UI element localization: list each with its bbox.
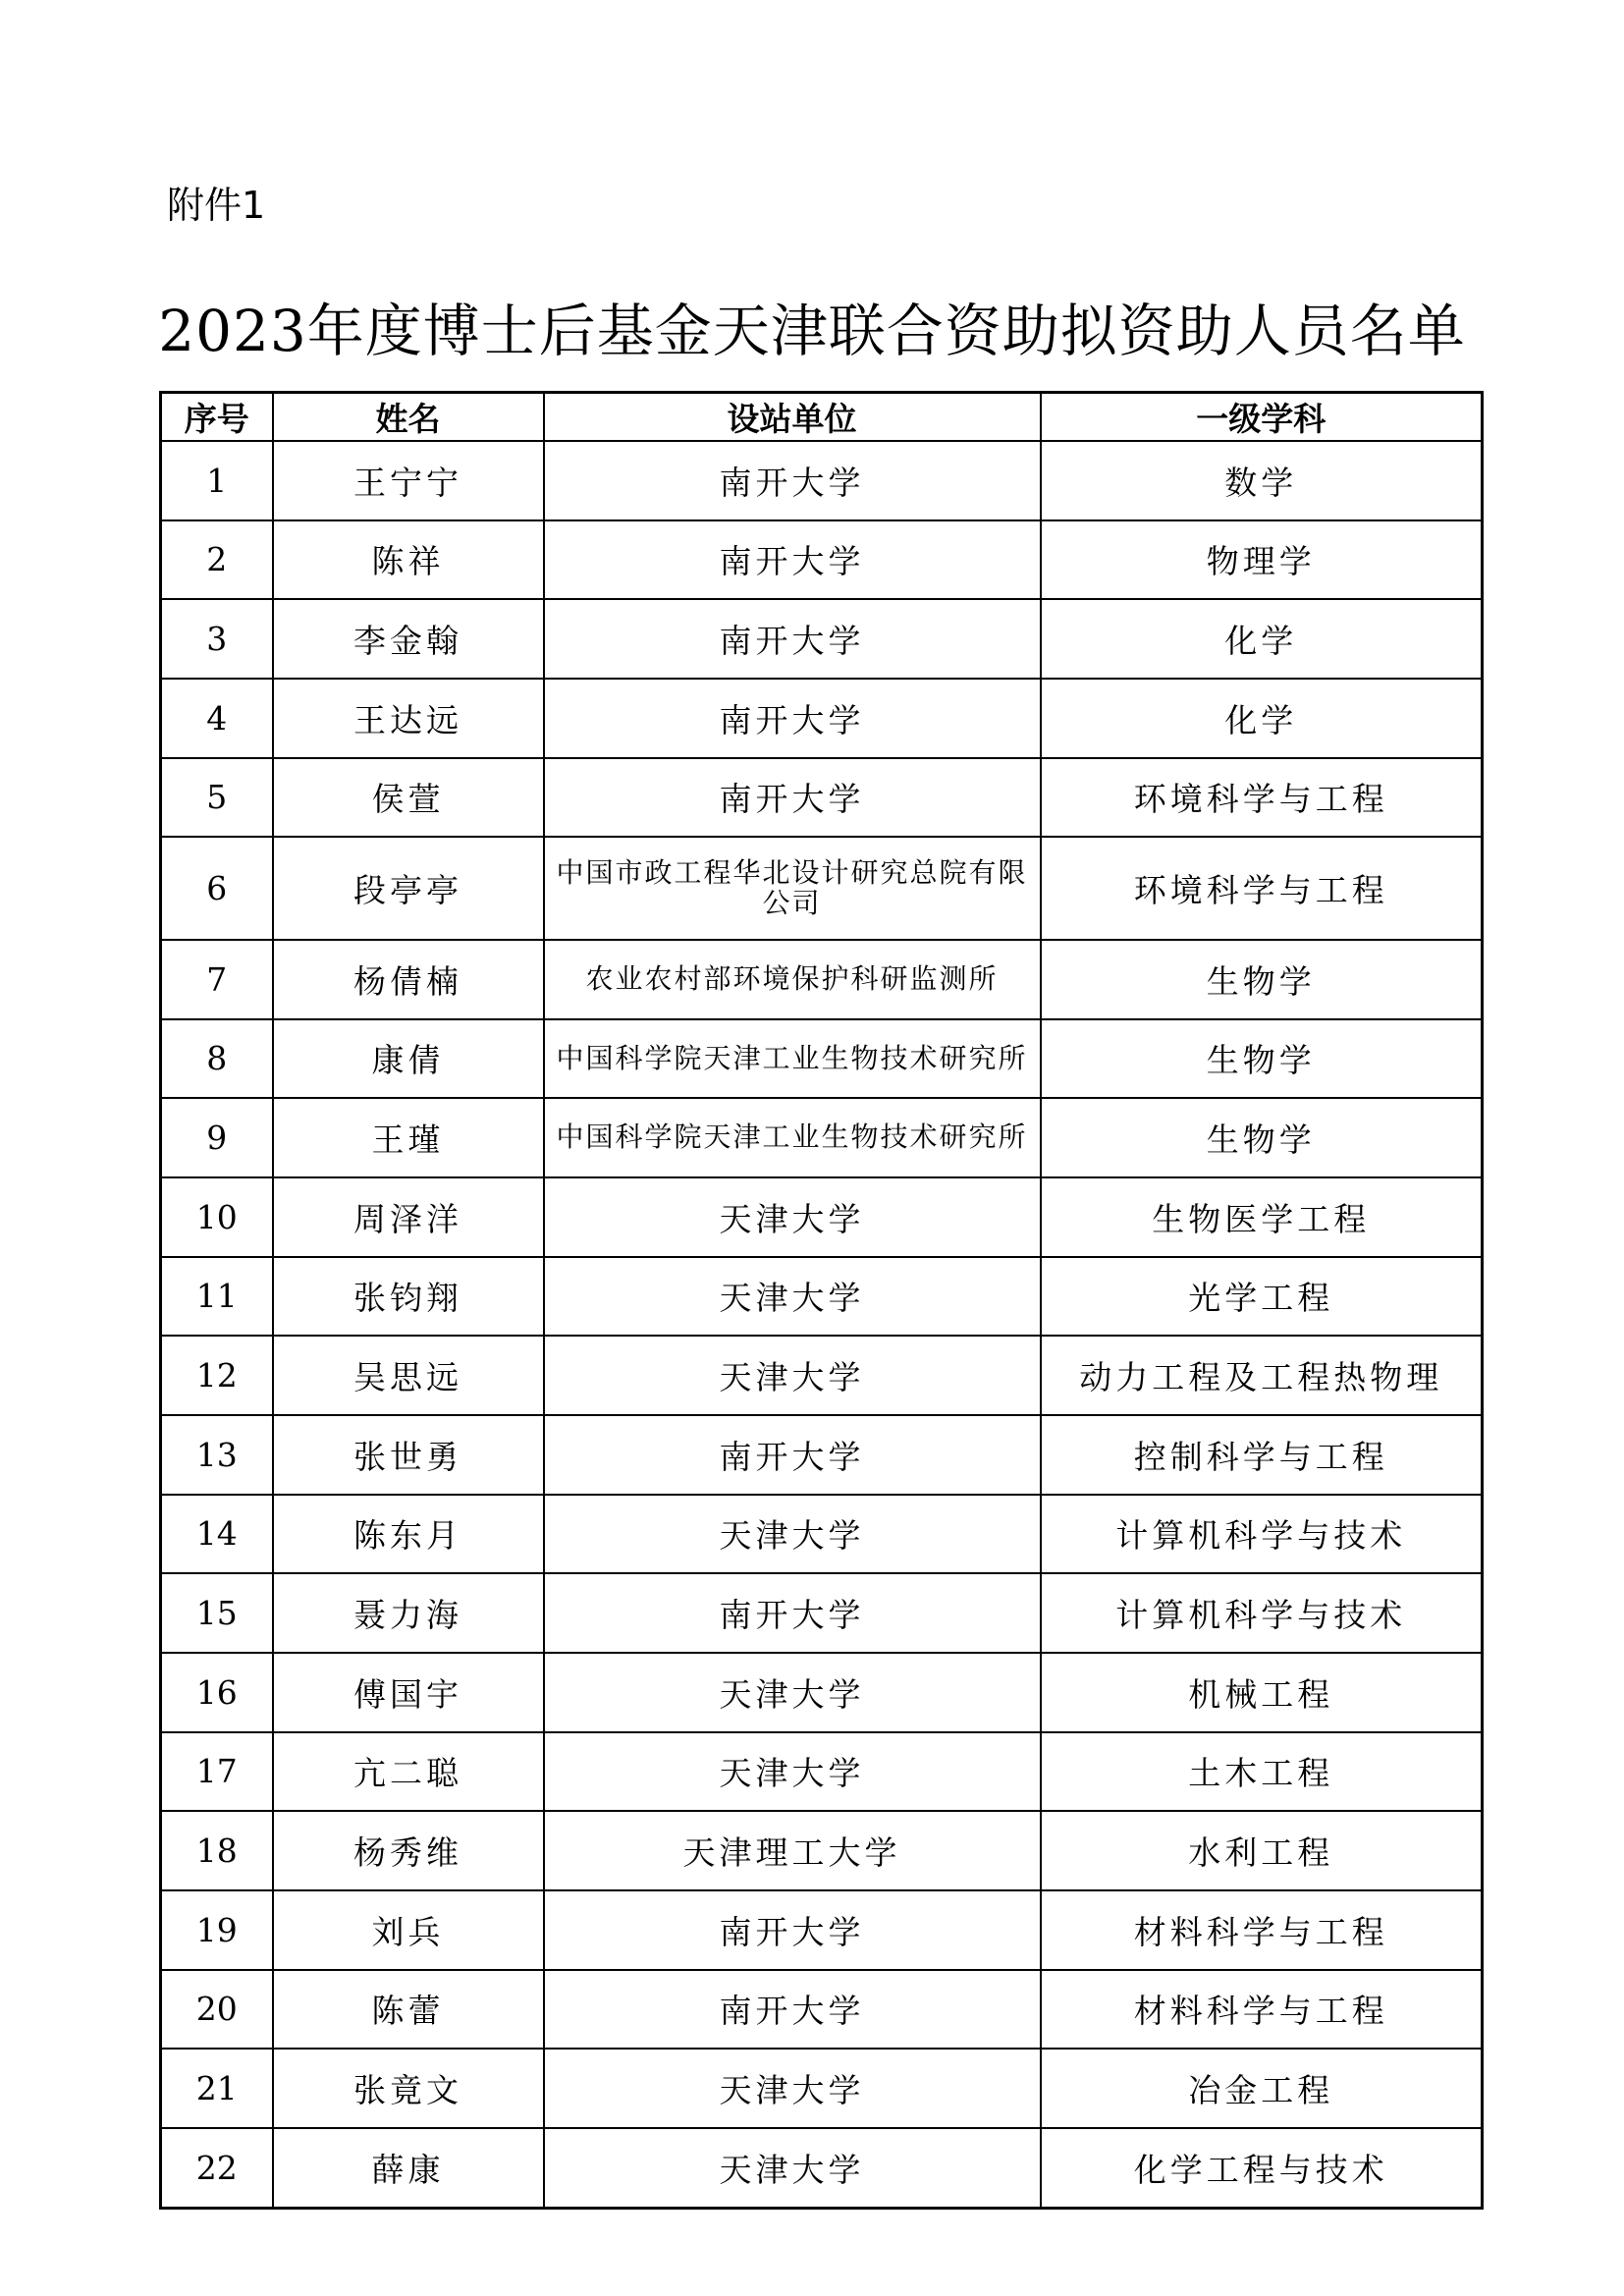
column-header-discipline: 一级学科 <box>1041 393 1483 442</box>
cell-discipline: 控制科学与工程 <box>1041 1415 1483 1495</box>
cell-seq: 1 <box>161 441 273 520</box>
cell-institution: 南开大学 <box>544 1890 1041 1970</box>
cell-discipline: 光学工程 <box>1041 1257 1483 1337</box>
cell-name: 亢二聪 <box>273 1732 544 1812</box>
cell-seq: 8 <box>161 1019 273 1099</box>
cell-seq: 21 <box>161 2049 273 2128</box>
cell-name: 段亭亭 <box>273 837 544 940</box>
cell-name: 吴思远 <box>273 1336 544 1415</box>
column-header-name: 姓名 <box>273 393 544 442</box>
table-row <box>161 837 1483 940</box>
table-row <box>161 1098 1483 1177</box>
cell-seq: 5 <box>161 758 273 838</box>
cell-institution: 南开大学 <box>544 441 1041 520</box>
cell-name: 康倩 <box>273 1019 544 1099</box>
cell-seq: 16 <box>161 1653 273 1732</box>
cell-discipline: 生物学 <box>1041 1019 1483 1099</box>
cell-institution: 天津大学 <box>544 2128 1041 2209</box>
table-body <box>161 441 1483 2209</box>
cell-discipline: 材料科学与工程 <box>1041 1890 1483 1970</box>
cell-institution: 南开大学 <box>544 599 1041 679</box>
cell-discipline: 数学 <box>1041 441 1483 520</box>
cell-institution: 农业农村部环境保护科研监测所 <box>544 940 1041 1019</box>
cell-discipline: 水利工程 <box>1041 1811 1483 1890</box>
cell-institution: 中国科学院天津工业生物技术研究所 <box>544 1098 1041 1177</box>
cell-name: 张钧翔 <box>273 1257 544 1337</box>
cell-institution: 中国科学院天津工业生物技术研究所 <box>544 1019 1041 1099</box>
table-row <box>161 1653 1483 1732</box>
cell-name: 王达远 <box>273 679 544 758</box>
cell-seq: 6 <box>161 837 273 940</box>
cell-institution: 天津大学 <box>544 1495 1041 1574</box>
cell-institution: 天津大学 <box>544 2049 1041 2128</box>
cell-seq: 14 <box>161 1495 273 1574</box>
cell-discipline: 机械工程 <box>1041 1653 1483 1732</box>
table-row <box>161 1890 1483 1970</box>
table-row <box>161 679 1483 758</box>
cell-seq: 13 <box>161 1415 273 1495</box>
cell-institution: 天津大学 <box>544 1177 1041 1257</box>
table-row <box>161 1970 1483 2050</box>
attachment-label: 附件1 <box>167 184 266 227</box>
table-row <box>161 1495 1483 1574</box>
cell-seq: 9 <box>161 1098 273 1177</box>
cell-seq: 11 <box>161 1257 273 1337</box>
cell-seq: 22 <box>161 2128 273 2209</box>
table-row <box>161 1019 1483 1099</box>
cell-discipline: 土木工程 <box>1041 1732 1483 1812</box>
cell-institution: 天津理工大学 <box>544 1811 1041 1890</box>
cell-discipline: 生物学 <box>1041 940 1483 1019</box>
column-header-institution: 设站单位 <box>544 393 1041 442</box>
cell-discipline: 动力工程及工程热物理 <box>1041 1336 1483 1415</box>
table-row <box>161 441 1483 520</box>
cell-name: 薛康 <box>273 2128 544 2209</box>
cell-institution: 天津大学 <box>544 1336 1041 1415</box>
cell-seq: 7 <box>161 940 273 1019</box>
table-row <box>161 2049 1483 2128</box>
cell-name: 王宁宁 <box>273 441 544 520</box>
cell-seq: 17 <box>161 1732 273 1812</box>
cell-discipline: 化学 <box>1041 679 1483 758</box>
cell-discipline: 化学 <box>1041 599 1483 679</box>
cell-discipline: 冶金工程 <box>1041 2049 1483 2128</box>
cell-discipline: 计算机科学与技术 <box>1041 1573 1483 1653</box>
cell-seq: 4 <box>161 679 273 758</box>
table-row <box>161 1336 1483 1415</box>
cell-name: 张竟文 <box>273 2049 544 2128</box>
table-row <box>161 758 1483 838</box>
cell-name: 杨秀维 <box>273 1811 544 1890</box>
cell-institution: 南开大学 <box>544 679 1041 758</box>
cell-institution: 天津大学 <box>544 1653 1041 1732</box>
cell-name: 聂力海 <box>273 1573 544 1653</box>
cell-seq: 20 <box>161 1970 273 2050</box>
recipient-table <box>159 391 1484 2210</box>
cell-discipline: 环境科学与工程 <box>1041 837 1483 940</box>
column-header-seq: 序号 <box>161 393 273 442</box>
table-row <box>161 1415 1483 1495</box>
cell-name: 傅国宇 <box>273 1653 544 1732</box>
cell-discipline: 生物学 <box>1041 1098 1483 1177</box>
cell-name: 张世勇 <box>273 1415 544 1495</box>
cell-institution: 南开大学 <box>544 1970 1041 2050</box>
table-row <box>161 520 1483 600</box>
cell-institution: 南开大学 <box>544 1573 1041 1653</box>
cell-name: 周泽洋 <box>273 1177 544 1257</box>
cell-name: 陈蕾 <box>273 1970 544 2050</box>
cell-name: 陈祥 <box>273 520 544 600</box>
cell-name: 李金翰 <box>273 599 544 679</box>
cell-institution: 天津大学 <box>544 1732 1041 1812</box>
table-row <box>161 1732 1483 1812</box>
cell-seq: 15 <box>161 1573 273 1653</box>
cell-discipline: 材料科学与工程 <box>1041 1970 1483 2050</box>
table-row <box>161 1811 1483 1890</box>
cell-institution: 中国市政工程华北设计研究总院有限公司 <box>544 837 1041 940</box>
cell-institution: 天津大学 <box>544 1257 1041 1337</box>
cell-seq: 10 <box>161 1177 273 1257</box>
cell-seq: 3 <box>161 599 273 679</box>
cell-discipline: 环境科学与工程 <box>1041 758 1483 838</box>
cell-name: 陈东月 <box>273 1495 544 1574</box>
cell-name: 杨倩楠 <box>273 940 544 1019</box>
cell-discipline: 化学工程与技术 <box>1041 2128 1483 2209</box>
cell-name: 侯萱 <box>273 758 544 838</box>
table-header-row <box>161 393 1483 442</box>
cell-discipline: 生物医学工程 <box>1041 1177 1483 1257</box>
table-row <box>161 940 1483 1019</box>
cell-discipline: 物理学 <box>1041 520 1483 600</box>
table-row <box>161 1573 1483 1653</box>
table-row <box>161 2128 1483 2209</box>
cell-seq: 2 <box>161 520 273 600</box>
cell-institution: 南开大学 <box>544 758 1041 838</box>
cell-seq: 12 <box>161 1336 273 1415</box>
cell-seq: 18 <box>161 1811 273 1890</box>
cell-name: 刘兵 <box>273 1890 544 1970</box>
cell-discipline: 计算机科学与技术 <box>1041 1495 1483 1574</box>
page-title: 2023年度博士后基金天津联合资助拟资助人员名单 <box>158 298 1466 364</box>
cell-seq: 19 <box>161 1890 273 1970</box>
table-row <box>161 1257 1483 1337</box>
table-row <box>161 1177 1483 1257</box>
table-row <box>161 599 1483 679</box>
cell-name: 王瑾 <box>273 1098 544 1177</box>
cell-institution: 南开大学 <box>544 520 1041 600</box>
cell-institution: 南开大学 <box>544 1415 1041 1495</box>
